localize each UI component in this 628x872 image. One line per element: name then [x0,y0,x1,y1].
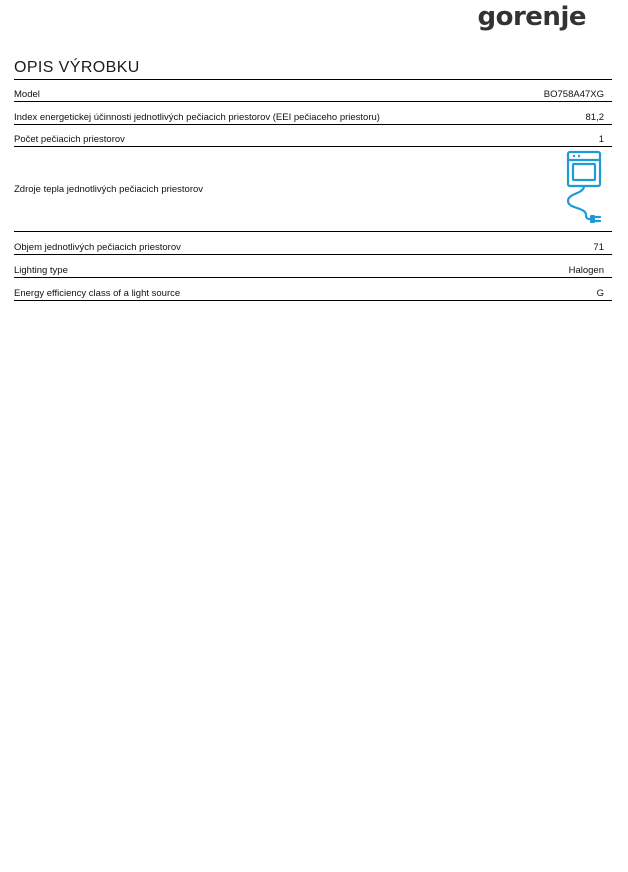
row-value: 81,2 [585,112,604,123]
table-row-volume [14,232,612,255]
row-label: Lighting type [14,265,68,276]
row-label: Index energetickej účinnosti jednotlivých pečiacich priestorov (EEI pečiaceho priestoru) [14,112,380,123]
product-spec-table [14,80,612,301]
table-row-eei [14,102,612,125]
row-label: Zdroje tepla jednotlivých pečiacich priestorov [14,183,204,195]
row-label: Objem jednotlivých pečiacich priestorov [14,242,181,253]
row-value: BO758A47XG [543,89,604,100]
table-row-lighting-type [14,255,612,278]
row-label: Počet pečiacich priestorov [14,134,125,145]
table-row-model [14,80,612,102]
table-row-cavity-count [14,125,612,147]
row-label: Model [14,89,40,100]
row-value: Halogen [568,265,604,276]
page-title: OPIS VÝROBKU [14,59,140,76]
row-value: G [596,288,604,299]
row-value: 1 [598,134,604,145]
row-label: Energy efficiency class of a light source [14,288,181,299]
brand-logo: gorenje [477,2,586,32]
electric-oven-icon [562,149,606,229]
table-row-light-class [14,278,612,301]
table-row-heat-source [14,147,612,232]
row-value: 71 [593,242,604,253]
